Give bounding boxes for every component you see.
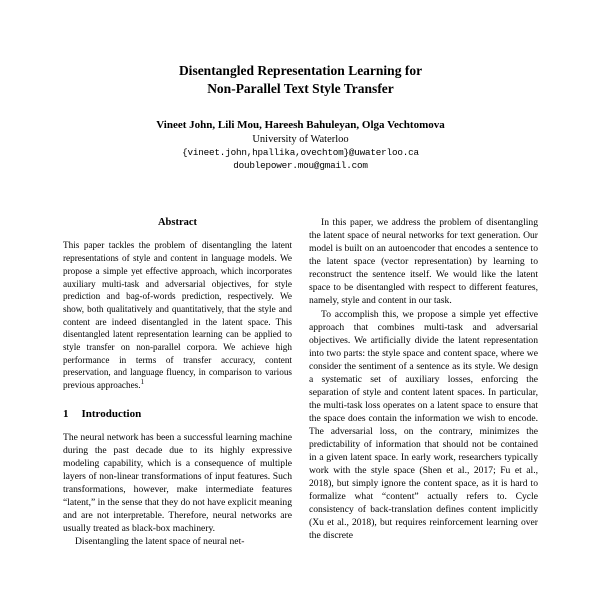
section-heading-introduction	[63, 407, 292, 422]
right-column	[309, 216, 538, 548]
affiliation: University of Waterloo	[252, 134, 349, 146]
intro-paragraph-1: The neural network has been a successful learning machine during the past decade due to its highly expressive modeling capability, which is a consequence of multiple layers of non-linear transformations of input features. Such transformations, however, make intermediate features “latent,” in the sense that they do not have explicit meaning and are not interpretable. Therefore, neural networks are usually treated as black-box machinery.	[63, 431, 292, 534]
author-list: Vineet John, Lili Mou, Hareesh Bahuleyan, Olga Vechtomova	[156, 119, 445, 132]
email-line-1: {vineet.john,hpallika,ovechtom}@uwaterloo.ca	[182, 147, 419, 159]
right-paragraph-2: To accomplish this, we propose a simple yet effective approach that combines multi-task and adversarial objectives. We artificially divide the latent representation into two parts: the style space and content space, where we consider the sentiment of a sentence as its style. We design a systematic set of auxiliary losses, enforcing the separation of style and content latent spaces. In particular, the multi-task loss operates on a latent space to ensure that the space does contain the information we wish to encode. The adversarial loss, on the contrary, minimizes the predictability of information that should not be contained in a given latent space. In early work, researchers typically work with the style space (Shen et al., 2017; Fu et al., 2018), but simply ignore the content space, as it is hard to formalize what “content” actually refers to. Cycle consistency of back-translation defines content implicitly (Xu et al., 2018), but requires reinforcement learning over the discrete	[309, 308, 538, 542]
two-column-body	[63, 216, 538, 548]
abstract-heading: Abstract	[157, 217, 198, 229]
intro-paragraph-2: Disentangling the latent space of neural net-	[75, 536, 245, 548]
footnote-marker: 1	[140, 377, 145, 386]
left-column	[63, 216, 292, 548]
paper-title	[63, 62, 538, 97]
paper-title-line-1: Disentangled Representation Learning for	[178, 63, 423, 78]
abstract-text-body: This paper tackles the problem of disentangling the latent representations of style and content in language models. We propose a simple yet effective approach, which incorporates auxiliary multi-task and adversarial objectives, for style prediction and bag-of-words prediction, respectively. We show, both qualitatively and quantitatively, that the style and content are indeed disentangled in the latent space. This disentangled latent representation learning can be applied to style transfer on non-parallel corpora. We achieve high performance in terms of transfer accuracy, content preservation, and language fluency, in comparison to various previous approaches.	[63, 240, 292, 391]
right-paragraph-1: In this paper, we address the problem of disentangling the latent space of neural networks for text generation. Our model is built on an autoencoder that encodes a sentence to the latent space (vector representation) by learning to reconstruct the sentence itself. We would like the latent space to be disentangled with respect to different features, namely, style and content in our task.	[309, 217, 538, 307]
email-line-2: doublepower.mou@gmail.com	[233, 159, 368, 171]
section-title: Introduction	[81, 407, 142, 420]
paper-title-line-2: Non-Parallel Text Style Transfer	[207, 80, 394, 96]
section-number: 1	[63, 407, 69, 420]
abstract-text	[63, 239, 292, 391]
